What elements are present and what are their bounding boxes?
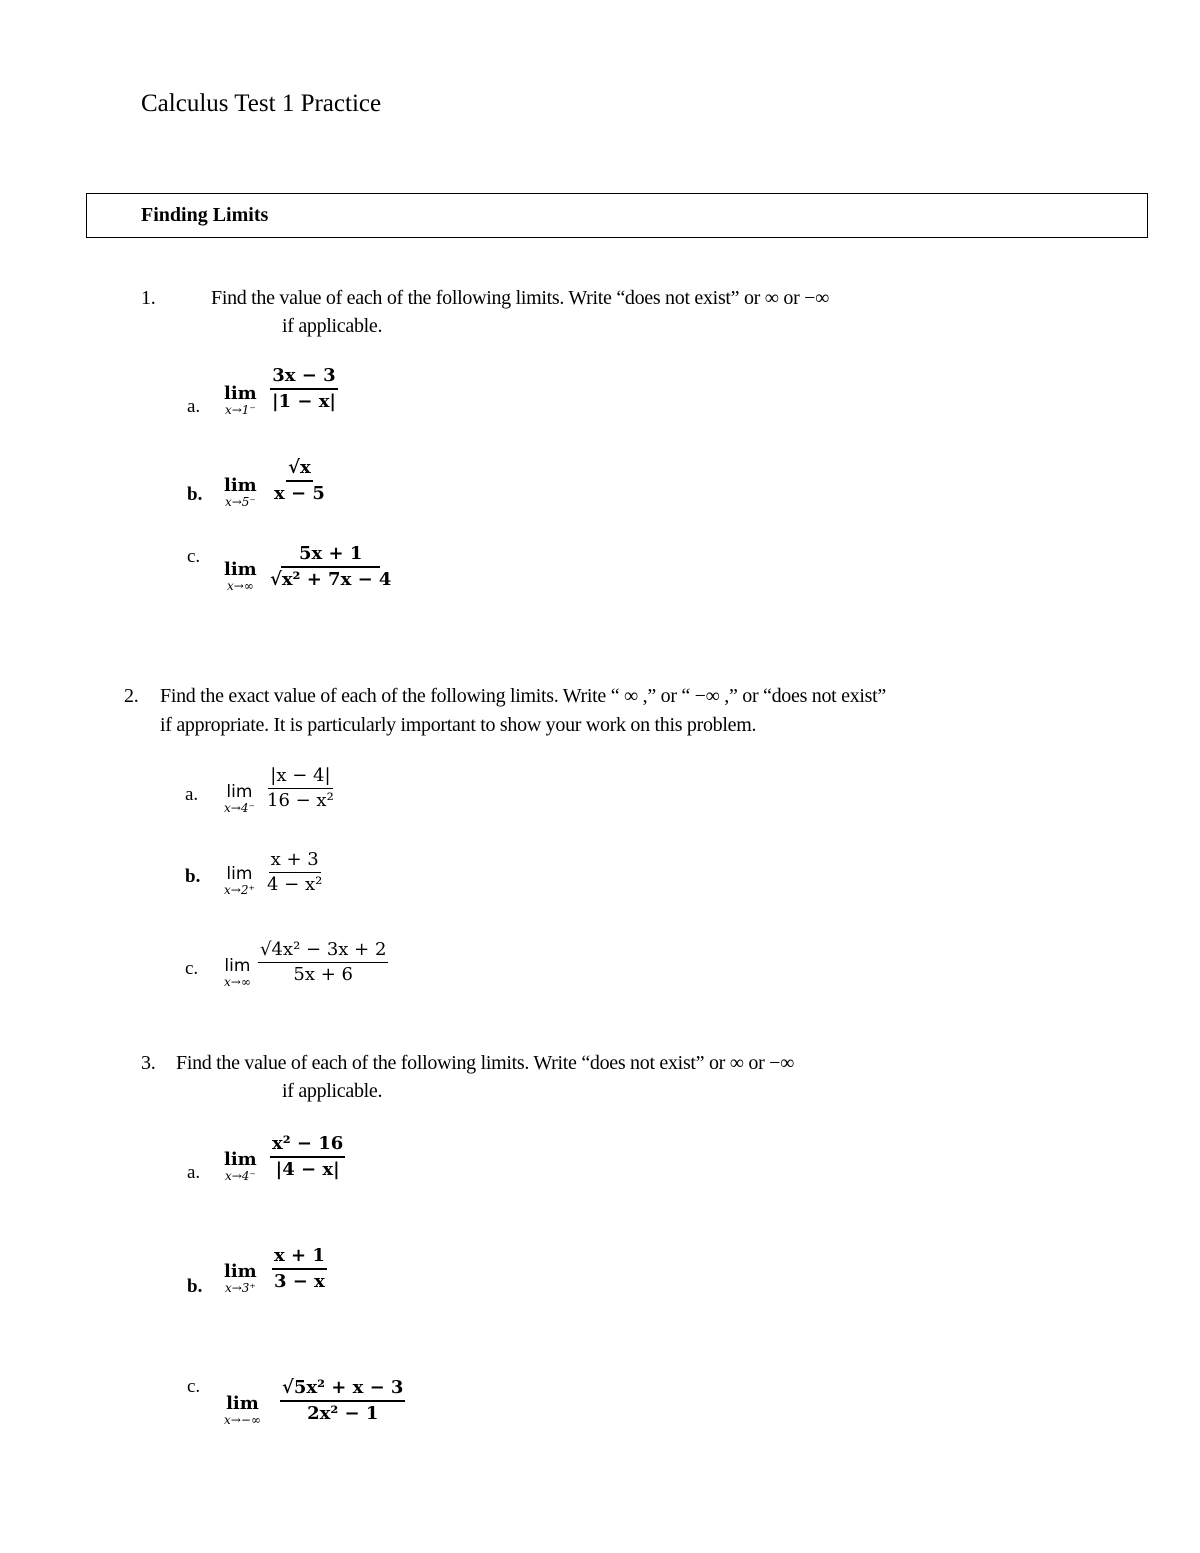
q3-instruction-cont: if applicable. <box>282 1080 383 1102</box>
lim-text: lim <box>226 1393 259 1414</box>
denominator: x − 5 <box>274 483 325 504</box>
q1c-fraction <box>268 542 393 592</box>
numerator: x + 1 <box>272 1244 327 1270</box>
q2c-lim <box>224 956 251 988</box>
lim-subscript: x→4⁻ <box>224 801 255 815</box>
q3c-fraction <box>280 1376 405 1426</box>
q2a-fraction <box>265 764 336 813</box>
q2b-label: b. <box>185 866 201 887</box>
section-title: Finding Limits <box>141 204 269 226</box>
q1-instruction: Find the value of each of the following limits. Write “does not exist” or ∞ or −∞ <box>211 287 830 309</box>
q2-number: 2. <box>124 685 139 707</box>
lim-subscript: x→∞ <box>226 579 254 593</box>
numerator: x + 3 <box>269 848 321 873</box>
q3a-lim <box>224 1150 257 1182</box>
lim-text: lim <box>226 864 253 884</box>
lim-text: lim <box>224 1261 257 1282</box>
lim-subscript: x→1⁻ <box>224 403 256 417</box>
lim-text: lim <box>224 956 251 976</box>
q1-number: 1. <box>141 287 156 309</box>
lim-subscript: x→−∞ <box>224 1413 261 1427</box>
q3b-lim <box>224 1262 257 1294</box>
q3b-fraction <box>272 1244 327 1294</box>
lim-text: lim <box>224 1149 257 1170</box>
numerator: |x − 4| <box>268 764 332 789</box>
section-header-box <box>86 193 1148 238</box>
numerator: √x <box>286 456 313 482</box>
q3c-lim <box>224 1394 261 1426</box>
lim-subscript: x→4⁻ <box>224 1169 256 1183</box>
q1b-lim <box>224 476 257 508</box>
lim-text: lim <box>224 559 257 580</box>
q1a-fraction <box>270 364 338 414</box>
lim-subscript: x→2⁺ <box>224 883 255 897</box>
q3a-fraction <box>270 1132 345 1182</box>
q1-instruction-cont: if applicable. <box>282 315 383 337</box>
q1c-lim <box>224 560 257 592</box>
lim-subscript: x→3⁺ <box>224 1281 256 1295</box>
denominator: √x² + 7x − 4 <box>270 569 392 590</box>
q1a-label: a. <box>187 396 201 417</box>
numerator: 5x + 1 <box>281 542 380 568</box>
denominator: |1 − x| <box>272 391 336 412</box>
q3a-label: a. <box>187 1162 201 1183</box>
q1b-label: b. <box>187 484 203 505</box>
q3c-label: c. <box>187 1376 201 1397</box>
numerator: 3x − 3 <box>270 364 337 390</box>
q1b-fraction <box>272 456 327 506</box>
q2b-lim <box>224 864 255 896</box>
q2b-fraction <box>265 848 324 897</box>
q2c-fraction <box>258 938 388 987</box>
denominator: 5x + 6 <box>293 964 353 985</box>
denominator: |4 − x| <box>275 1159 340 1180</box>
lim-text: lim <box>226 782 253 802</box>
denominator: 2x² − 1 <box>307 1403 379 1424</box>
q1c-label: c. <box>187 546 201 567</box>
lim-subscript: x→5⁻ <box>224 495 256 509</box>
numerator: √4x² − 3x + 2 <box>258 938 388 963</box>
numerator: x² − 16 <box>270 1132 345 1158</box>
denominator: 4 − x² <box>267 874 323 895</box>
page-title: Calculus Test 1 Practice <box>141 90 382 117</box>
q2-instruction: Find the exact value of each of the following limits. Write “ ∞ ,” or “ −∞ ,” or “does not exist” <box>160 685 886 707</box>
denominator: 16 − x² <box>267 790 334 811</box>
q2a-label: a. <box>185 784 199 805</box>
lim-text: lim <box>224 475 257 496</box>
q3-instruction: Find the value of each of the following limits. Write “does not exist” or ∞ or −∞ <box>176 1052 795 1074</box>
q2a-lim <box>224 782 255 814</box>
numerator: √5x² + x − 3 <box>280 1376 405 1402</box>
lim-subscript: x→∞ <box>224 975 251 989</box>
q3-number: 3. <box>141 1052 156 1074</box>
q2c-label: c. <box>185 958 199 979</box>
q2-instruction-cont: if appropriate. It is particularly important to show your work on this problem. <box>160 714 757 736</box>
lim-text: lim <box>224 383 257 404</box>
denominator: 3 − x <box>274 1271 325 1292</box>
q3b-label: b. <box>187 1276 203 1297</box>
q1a-lim <box>224 384 257 416</box>
